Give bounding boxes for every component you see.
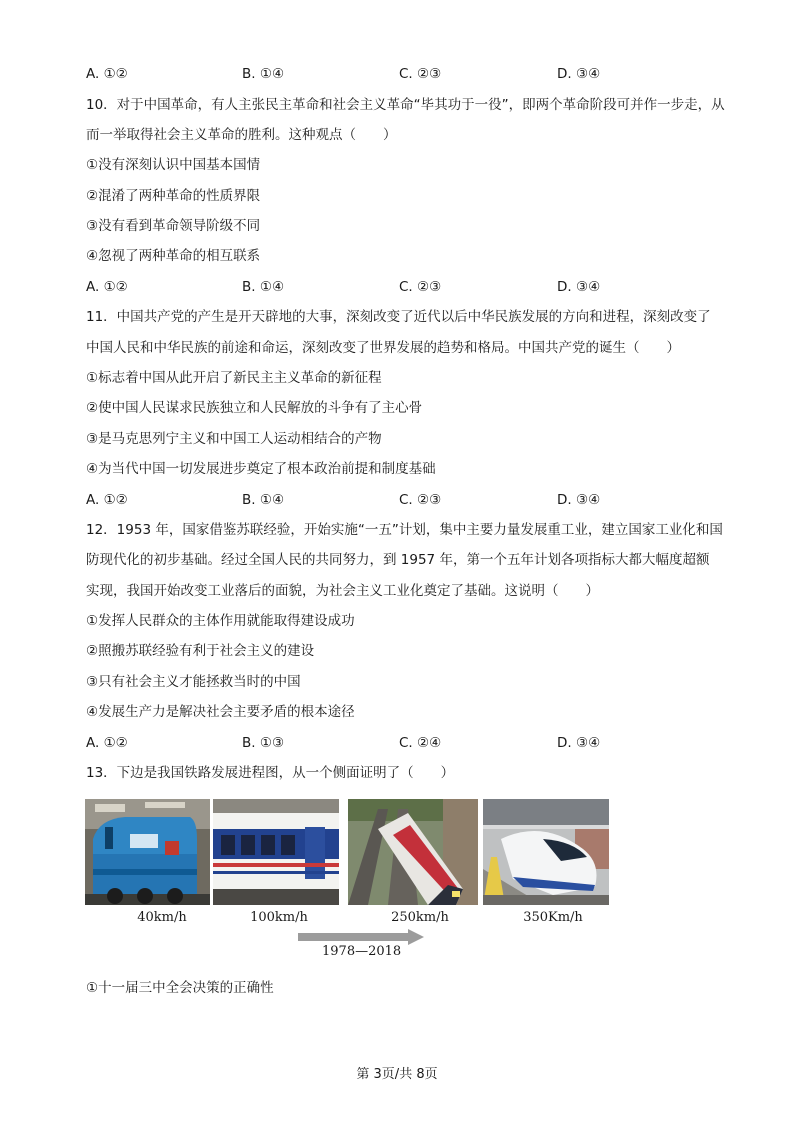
q11-option-a[interactable]: A. ①② — [86, 492, 128, 508]
q11-stem-line-2: 中国人民和中华民族的前途和命运，深刻改变了世界发展的趋势和格局。中国共产党的诞生（ ） — [86, 340, 680, 356]
q12-item-1: ①发挥人民群众的主体作用就能取得建设成功 — [86, 613, 355, 629]
speed-label-3: 250km/h — [391, 910, 449, 925]
photo-blue-locomotive — [85, 799, 210, 905]
q12-option-c[interactable]: C. ②④ — [399, 735, 442, 751]
q11-options — [86, 490, 726, 510]
q9-option-d[interactable]: D. ③④ — [557, 66, 601, 82]
photo-high-speed-platform — [483, 799, 609, 905]
q10-stem-line-1: 10．对于中国革命，有人主张民主革命和社会主义革命“毕其功于一役”，即两个革命阶段可并作一步走，从 — [86, 97, 725, 113]
speed-label-4: 350Km/h — [523, 910, 583, 925]
q11-stem-line-1: 11．中国共产党的产生是开天辟地的大事，深刻改变了近代以后中华民族发展的方向和进程，深刻改变了 — [86, 309, 711, 325]
q11-option-c[interactable]: C. ②③ — [399, 492, 442, 508]
timeline-arrow-icon — [298, 929, 424, 945]
q10-item-2: ②混淆了两种革命的性质界限 — [86, 188, 261, 204]
q9-options — [86, 64, 726, 84]
q10-item-3: ③没有看到革命领导阶级不同 — [86, 218, 261, 234]
q10-option-c[interactable]: C. ②③ — [399, 279, 442, 295]
q12-item-2: ②照搬苏联经验有利于社会主义的建设 — [86, 643, 315, 659]
speed-label-2: 100km/h — [250, 910, 308, 925]
q13-stem: 13．下边是我国铁路发展进程图，从一个侧面证明了（ ） — [86, 765, 455, 781]
q10-stem-line-2: 而一举取得社会主义革命的胜利。这种观点（ ） — [86, 127, 397, 143]
photo-speed-train-tracks — [348, 799, 478, 905]
q9-option-a[interactable]: A. ①② — [86, 66, 128, 82]
q12-option-d[interactable]: D. ③④ — [557, 735, 601, 751]
q11-item-1: ①标志着中国从此开启了新民主主义革命的新征程 — [86, 370, 382, 386]
q11-item-4: ④为当代中国一切发展进步奠定了根本政治前提和制度基础 — [86, 461, 436, 477]
q12-option-b[interactable]: B. ①③ — [242, 735, 285, 751]
speed-label-1: 40km/h — [137, 910, 187, 925]
page-footer: 第 3页/共 8页 — [356, 1067, 438, 1082]
q12-item-4: ④发展生产力是解决社会主要矛盾的根本途径 — [86, 704, 355, 720]
q11-item-2: ②使中国人民谋求民族独立和人民解放的斗争有了主心骨 — [86, 400, 423, 416]
q10-item-1: ①没有深刻认识中国基本国情 — [86, 157, 261, 173]
q12-options — [86, 733, 726, 753]
q12-stem-line-2: 防现代化的初步基础。经过全国人民的共同努力，到 1957 年，第一个五年计划各项指标大都大幅度超额 — [86, 552, 710, 568]
q9-option-b[interactable]: B. ①④ — [242, 66, 285, 82]
q11-option-d[interactable]: D. ③④ — [557, 492, 601, 508]
q12-stem-line-3: 实现，我国开始改变工业落后的面貌，为社会主义工业化奠定了基础。这说明（ ） — [86, 583, 599, 599]
q12-option-a[interactable]: A. ①② — [86, 735, 128, 751]
q10-option-a[interactable]: A. ①② — [86, 279, 128, 295]
q12-stem-line-1: 12．1953 年，国家借鉴苏联经验，开始实施“一五”计划，集中主要力量发展重工业，建立国家工业化和国 — [86, 522, 723, 538]
q10-item-4: ④忽视了两种革命的相互联系 — [86, 248, 261, 264]
photo-passenger-carriage — [213, 799, 339, 905]
timeline-years: 1978—2018 — [322, 944, 402, 959]
q10-options — [86, 277, 726, 297]
q9-option-c[interactable]: C. ②③ — [399, 66, 442, 82]
q10-option-b[interactable]: B. ①④ — [242, 279, 285, 295]
q10-option-d[interactable]: D. ③④ — [557, 279, 601, 295]
q11-option-b[interactable]: B. ①④ — [242, 492, 285, 508]
q12-item-3: ③只有社会主义才能拯救当时的中国 — [86, 674, 301, 690]
q11-item-3: ③是马克思列宁主义和中国工人运动相结合的产物 — [86, 431, 382, 447]
q13-item-1: ①十一届三中全会决策的正确性 — [86, 980, 274, 996]
